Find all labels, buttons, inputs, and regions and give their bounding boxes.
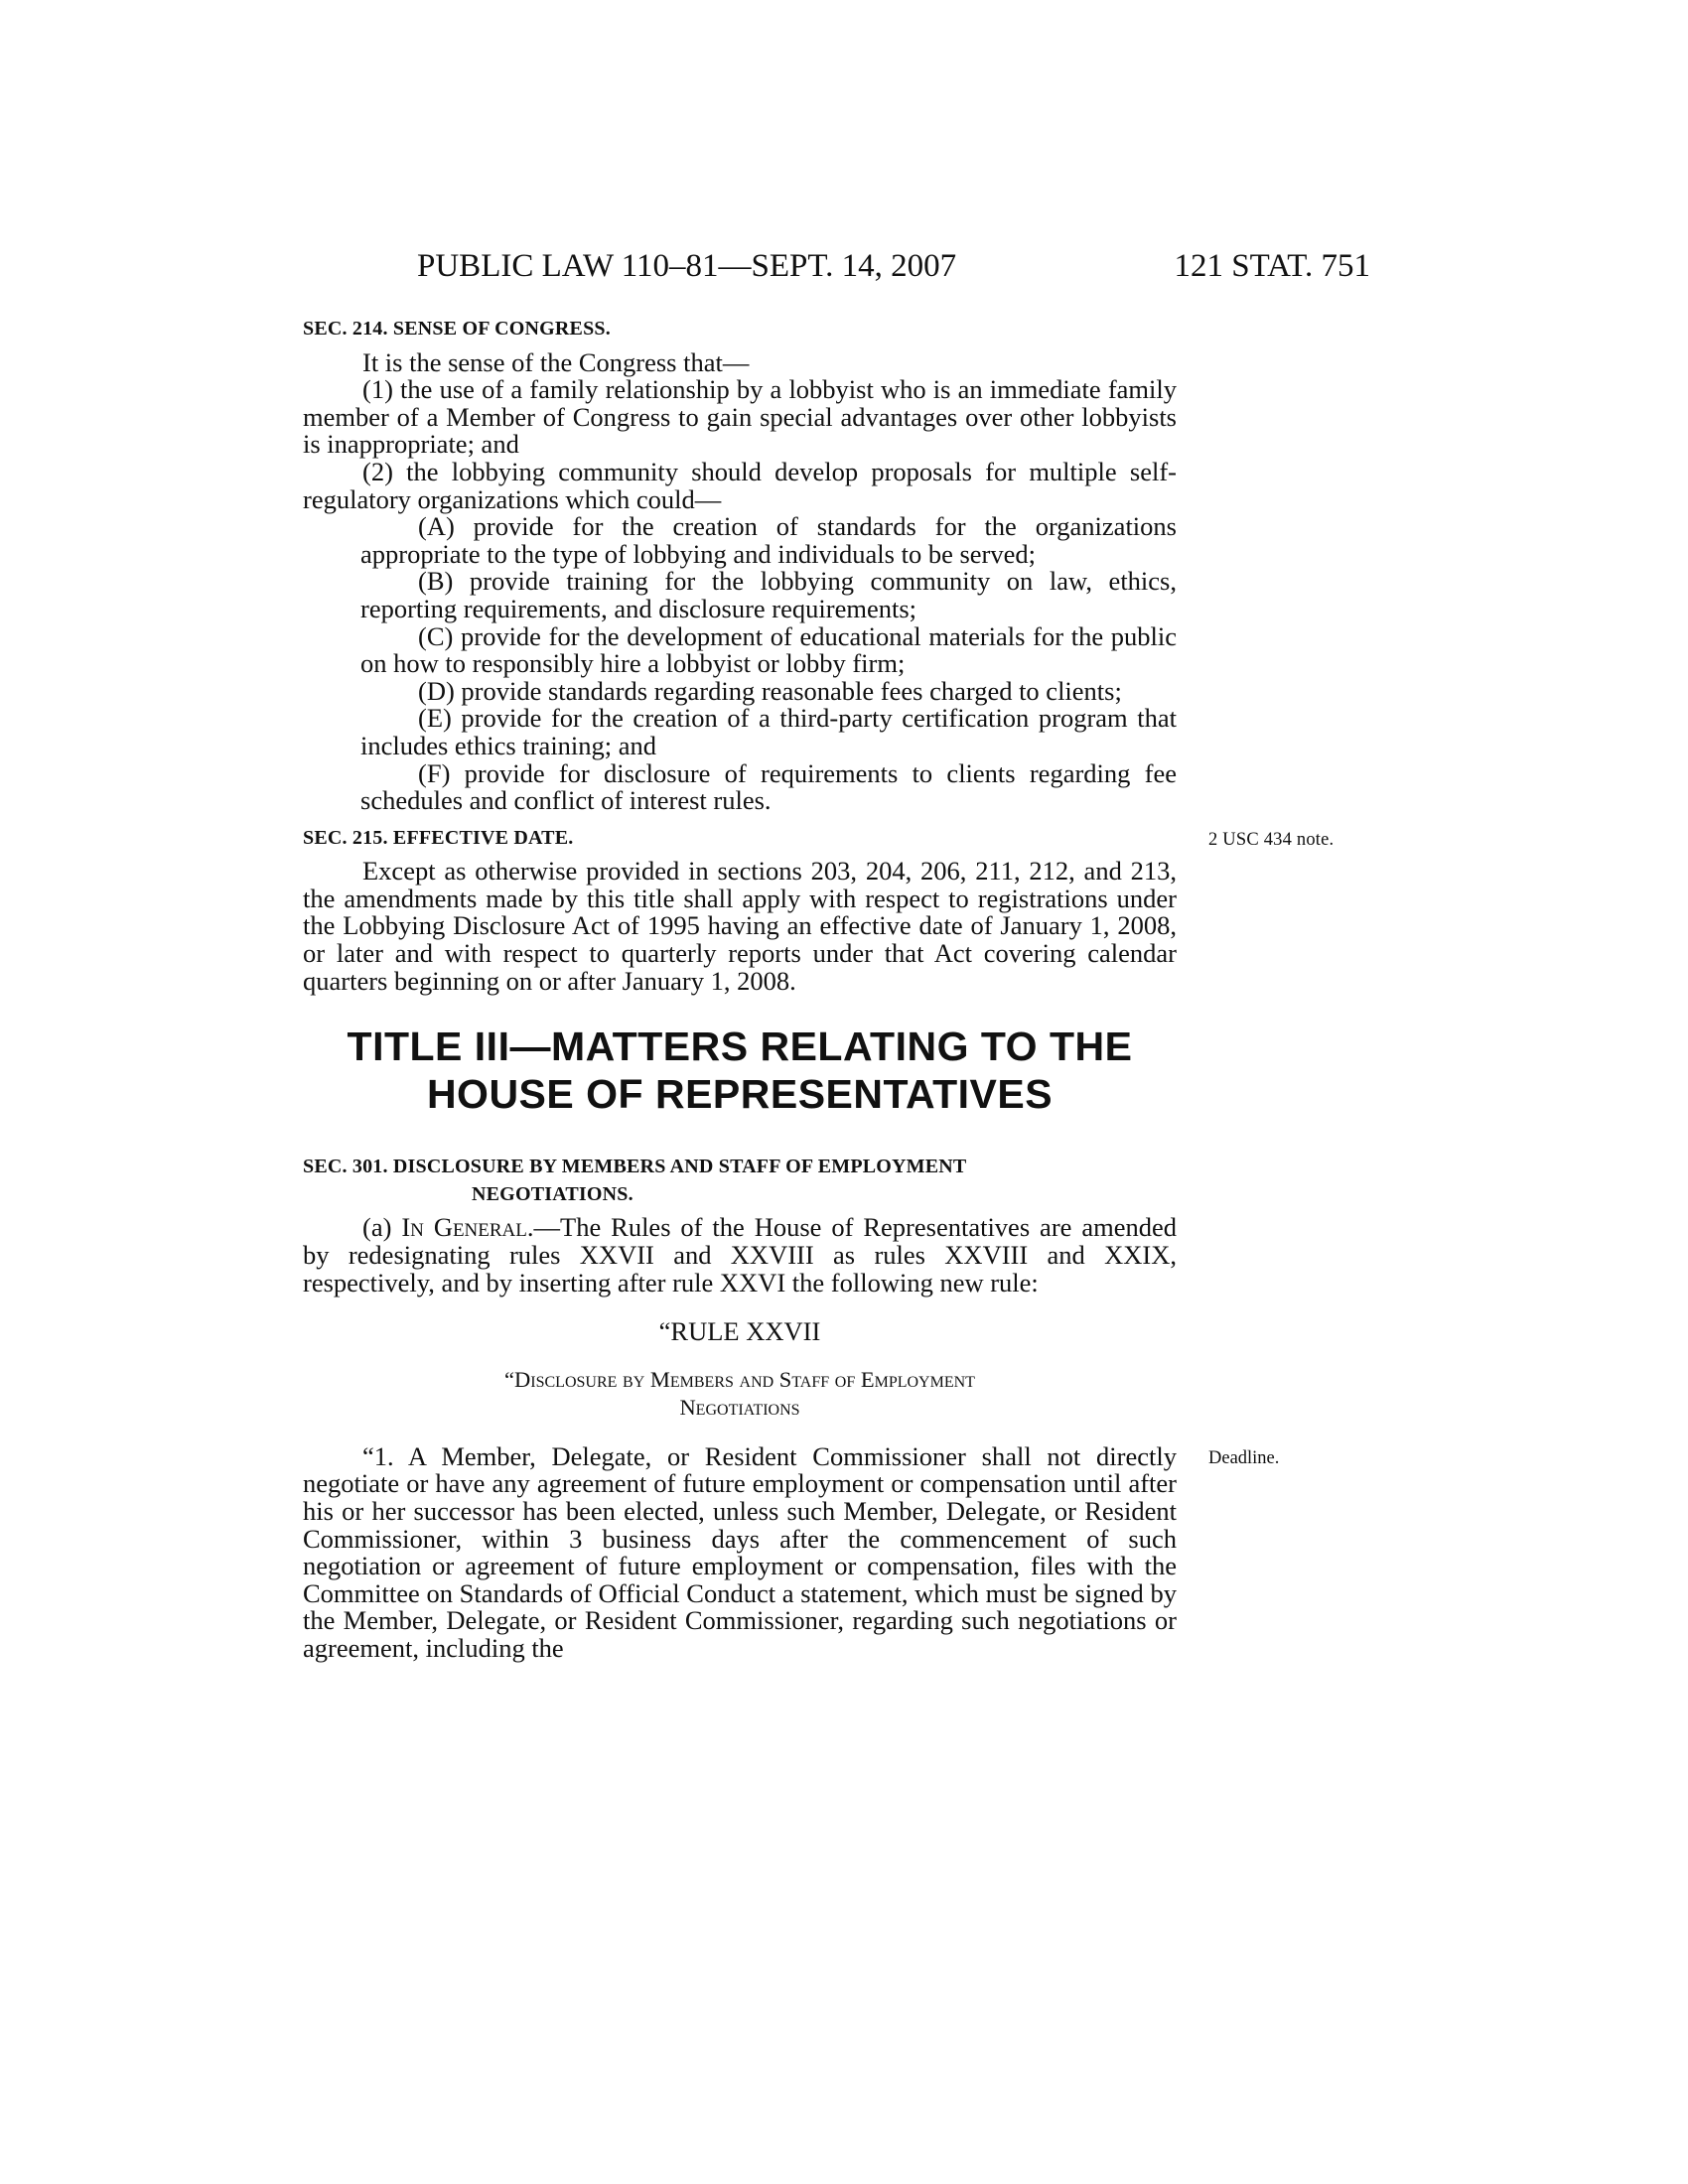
section-215-heading: SEC. 215. EFFECTIVE DATE.: [303, 826, 574, 849]
section-214-para-F: (F) provide for disclosure of requirements to clients regarding fee schedules and conflict of interest rules.: [360, 757, 1177, 816]
title-iii-line-2: HOUSE OF REPRESENTATIVES: [426, 1071, 1054, 1118]
rule-xxvii-heading: “RULE XXVII: [658, 1316, 821, 1347]
title-iii-heading: [303, 1023, 1177, 1118]
section-214-para-A: (A) provide for the creation of standards for the organizations appropriate to the type of lobbying and individuals to be served;: [360, 511, 1177, 569]
rule-xxvii-subheading: [303, 1366, 1177, 1422]
title-iii-line-1: TITLE III—MATTERS RELATING TO THE: [347, 1024, 1133, 1070]
section-214-heading: SEC. 214. SENSE OF CONGRESS.: [303, 318, 611, 340]
document-body: [303, 316, 1335, 1663]
subsection-a-label: (a): [362, 1212, 402, 1243]
page-header: [417, 248, 1370, 290]
section-301-heading-line-2: NEGOTIATIONS.: [472, 1182, 633, 1205]
section-214-para-D: (D) provide standards regarding reasonable fees charged to clients;: [418, 675, 1122, 706]
section-214-para-E: (E) provide for the creation of a third-party certification program that includes ethics training; and: [360, 703, 1177, 760]
section-214-para-B: (B) provide training for the lobbying community on law, ethics, reporting requirements, and disclosure requirements;: [360, 566, 1177, 623]
rule-para-1-wrap: [303, 1440, 1280, 1663]
subsection-a-text: .—The Rules of the House of Representatives are amended by redesignating rules XXVII and XXVIII as rules XXVIII and XXIX, respectively, and by inserting after rule XXVI the following new rule:: [303, 1212, 1177, 1297]
section-214-intro: It is the sense of the Congress that—: [362, 346, 750, 377]
rule-para-1: “1. A Member, Delegate, or Resident Commissioner shall not directly negotiate or have any agreement of future employment or compensation until after his or her successor has been elected, unless such Member, Delegate, or Resident Commissioner, within 3 business days after the commencement of such negotiation or agreement of future employment or compensation, files with the Committee on Standards of Official Conduct a statement, which must be signed by the Member, Delegate, or Resident Commissioner, regarding such negotiations or agreement, including the: [303, 1440, 1177, 1663]
subsection-a-caption: In General: [401, 1212, 527, 1243]
running-head: PUBLIC LAW 110–81—SEPT. 14, 2007: [417, 248, 957, 284]
section-214-para-C: (C) provide for the development of educational materials for the public on how to responsibly hire a lobbyist or lobby firm;: [360, 620, 1177, 679]
section-215-sidenote: 2 USC 434 note.: [1208, 829, 1335, 850]
section-215-heading-row: [303, 825, 1335, 853]
section-301-heading-line-1: SEC. 301. DISCLOSURE BY MEMBERS AND STAFF OF EMPLOYMENT: [303, 1156, 967, 1178]
section-215-text: Except as otherwise provided in sections 203, 204, 206, 211, 212, and 213, the amendments made by this title shall apply with respect to registrations under the Lobbying Disclosure Act of 1995 having an effective date of January 1, 2008, or later and with respect to quarterly reports under that Act covering calendar quarters beginning on or after January 1, 2008.: [303, 856, 1177, 996]
section-301-heading: [303, 1154, 1177, 1208]
rule-subheading-line-1: “Disclosure by Members and Staff of Employment: [504, 1366, 975, 1392]
section-214-para-2: (2) the lobbying community should develop proposals for multiple self-regulatory organizations which could—: [303, 456, 1177, 514]
section-301-subsection-a: [303, 1214, 1177, 1297]
rule-para-1-sidenote: Deadline.: [1208, 1447, 1280, 1468]
page-number: 121 STAT. 751: [1174, 248, 1370, 284]
section-214-para-1: (1) the use of a family relationship by a lobbyist who is an immediate family member of a Member of Congress to gain special advantages over other lobbyists is inappropriate; and: [303, 374, 1177, 460]
rule-subheading-line-2: Negotiations: [679, 1394, 800, 1420]
